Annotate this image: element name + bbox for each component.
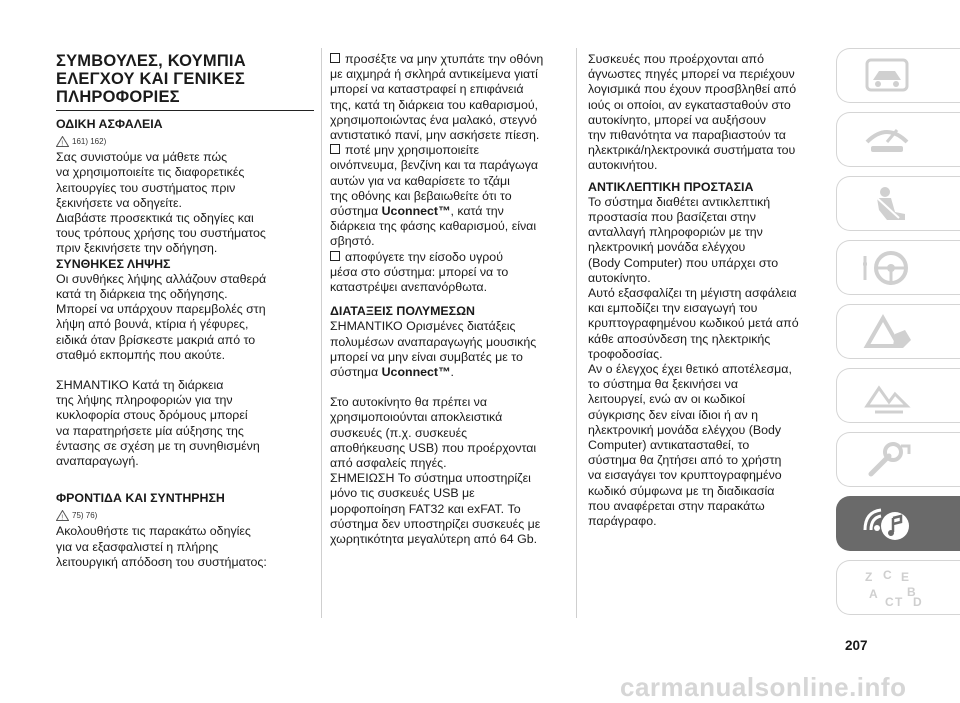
maintenance-icon: [861, 440, 917, 480]
text-line: κάθε αποσύνδεση της ηλεκτρικής: [588, 331, 771, 346]
multimedia-icon: [861, 504, 917, 544]
tab-index[interactable]: [836, 560, 960, 615]
text-line: την πιθανότητα να παραβιαστούν τα: [588, 128, 786, 143]
checkbox-bullet-icon: [330, 251, 340, 261]
text-line: προσέξτε να μην χτυπάτε την οθόνη: [345, 52, 544, 66]
warning-triangle-icon: [56, 510, 69, 521]
index-letter: E: [901, 570, 910, 584]
text-line: λειτουργίες του συστήματος πριν: [56, 180, 236, 195]
text-line: σβηστό.: [330, 234, 375, 249]
text-line: ηλεκτρικά/ηλεκτρονικά συστήματα του: [588, 143, 796, 158]
text-line: ιούς οι οποίοι, αν εγκατασταθούν στο: [588, 97, 791, 112]
text-line: τροφοδοσίας.: [588, 346, 663, 361]
text-line: κυκλοφορία στους δρόμους μπορεί: [56, 408, 248, 423]
text-line: καταστρέψει ανεπανόρθωτα.: [330, 280, 488, 295]
text-line: κωδικό σύμφωνα με τη διαδικασία: [588, 483, 775, 498]
uconnect-brand: Uconnect™: [381, 204, 451, 219]
text-line: αυτοκινήτου.: [588, 158, 658, 173]
antitheft-heading: ΑΝΤΙΚΛΕΠΤΙΚΗ ΠΡΟΣΤΑΣΙΑ: [588, 179, 754, 194]
text-line: χρησιμοποιώντας ένα μαλακό, στεγνό: [330, 112, 537, 127]
text-line: [330, 365, 570, 380]
text-line: Στο αυτοκίνητο θα πρέπει να: [330, 395, 487, 410]
bullet-item: [330, 52, 570, 67]
chapter-tabs: [836, 48, 960, 624]
text-line: πριν ξεκινήσετε την οδήγηση.: [56, 241, 218, 256]
chapter-title-line: ΣΥΜΒΟΥΛΕΣ, ΚΟΥΜΠΙΑ: [56, 52, 246, 70]
column-1: [56, 52, 318, 570]
text-line: τους τρόπους χρήσης του συστήματος: [56, 226, 266, 241]
care-heading: ΦΡΟΝΤΙΔΑ ΚΑΙ ΣΥΝΤΗΡΗΣΗ: [56, 491, 225, 506]
breakdown-icon: [861, 376, 917, 416]
svg-text:!: !: [61, 514, 64, 522]
text-line: ειδικά όταν βρίσκεστε μακριά από το: [56, 332, 256, 347]
seat-safety-icon: [861, 184, 917, 224]
chapter-divider: [56, 110, 314, 111]
text-line: από ασφαλείς πηγές.: [330, 456, 447, 471]
tab-seat-safety[interactable]: [836, 176, 960, 231]
text-line: για να εξασφαλιστεί η πλήρης: [56, 539, 219, 554]
tab-steering[interactable]: [836, 240, 960, 295]
warning-triangle-icon: [56, 136, 69, 147]
index-icon: [861, 568, 931, 608]
text-line: Συσκευές που προέρχονται από: [588, 52, 764, 66]
index-letter: C: [883, 568, 892, 582]
text-line: αυτοκίνητο, μπορεί να αυξήσουν: [588, 112, 766, 127]
text-line: Σας συνιστούμε να μάθετε πώς: [56, 150, 228, 165]
spacer: [56, 469, 318, 491]
text-line: και εμποδίζει την εισαγωγή του: [588, 301, 758, 316]
text-line: Computer) αντικατασταθεί, το: [588, 438, 750, 453]
text-line: άγνωστες πηγές μπορεί να περιέχουν: [588, 67, 795, 82]
warning-refs: [56, 509, 318, 522]
warning-ref-text: 75) 76): [72, 511, 98, 521]
text-line: ΣΗΜΑΝΤΙΚΟ Κατά τη διάρκεια: [56, 378, 224, 393]
text-line: ΣΗΜΑΝΤΙΚΟ Ορισμένες διατάξεις: [330, 319, 516, 334]
text-line: κρυπτογραφημένου κωδικού μετά από: [588, 316, 799, 331]
text-line: (Body Computer) που υπάρχει στο: [588, 255, 779, 270]
text-line: να εισαγάγει τον κρυπτογραφημένο: [588, 468, 782, 483]
svg-text:!: !: [61, 140, 64, 148]
text-line: μπορεί να μην είναι συμβατές με το: [330, 349, 523, 364]
column-divider: [321, 48, 322, 618]
tab-dashboard[interactable]: [836, 112, 960, 167]
text-line: χωρητικότητα μεγαλύτερη από 64 Gb.: [330, 532, 538, 547]
text-line: αυτοκίνητο.: [588, 270, 651, 285]
chapter-title-line: ΠΛΗΡΟΦΟΡΙΕΣ: [56, 88, 180, 106]
text-line: να παρατηρήσετε μία αύξησης της: [56, 423, 244, 438]
watermark: carmanualsonline.info: [620, 672, 907, 702]
text-fragment: , κατά την: [450, 204, 504, 219]
index-letter: B: [907, 585, 916, 599]
multimedia-heading: ΔΙΑΤΑΞΕΙΣ ΠΟΛΥΜΕΣΩΝ: [330, 304, 475, 319]
text-line: ποτέ μην χρησιμοποιείτε: [345, 143, 480, 158]
chapter-title-line: ΕΛΕΓΧΟΥ ΚΑΙ ΓΕΝΙΚΕΣ: [56, 70, 245, 88]
text-line: με αιχμηρά ή σκληρά αντικείμενα γιατί: [330, 67, 538, 82]
text-line: πολυμέσων αναπαραγωγής μουσικής: [330, 334, 537, 349]
spacer: [330, 295, 570, 304]
text-line: ηλεκτρονική μονάδα ελέγχου: [588, 240, 746, 255]
text-line: αναπαραγωγή.: [56, 454, 139, 469]
car-info-icon: [861, 56, 917, 96]
text-line: λήψη από βουνά, κτίρια ή γέφυρες,: [56, 317, 249, 332]
text-line: να χρησιμοποιείτε τις διαφορετικές: [56, 165, 245, 180]
dashboard-icon: [861, 120, 917, 160]
text-line: [330, 204, 570, 219]
page-number: 207: [845, 638, 868, 653]
text-line: παράγραφο.: [588, 514, 657, 529]
spacer: [330, 380, 570, 395]
text-fragment: σύστημα: [330, 365, 382, 380]
index-letter: D: [913, 595, 922, 608]
spacer: [56, 363, 318, 378]
text-line: Αν ο έλεγχος έχει θετικό αποτέλεσμα,: [588, 362, 792, 377]
text-line: της οθόνης και βεβαιωθείτε ότι το: [330, 188, 512, 203]
text-line: ηλεκτρονική μονάδα ελέγχου (Body: [588, 422, 782, 437]
warning-refs: [56, 135, 318, 148]
tab-breakdown[interactable]: [836, 368, 960, 423]
warning-ref-text: 161) 162): [72, 137, 107, 147]
text-line: μπορεί να καταστραφεί η επιφάνειά: [330, 82, 524, 97]
text-line: μόνο τις συσκευές USB με: [330, 486, 475, 501]
text-line: ΣΗΜΕΙΩΣΗ Το σύστημα υποστηρίζει: [330, 471, 531, 486]
text-line: Οι συνθήκες λήψης αλλάζουν σταθερά: [56, 271, 267, 286]
text-line: αποφύγετε την είσοδο υγρού: [345, 249, 503, 264]
text-line: ανταλλαγή πληροφοριών με την: [588, 225, 763, 240]
text-line: έντασης σε σχέση με τη συνηθισμένη: [56, 438, 260, 453]
text-fragment: σύστημα: [330, 204, 382, 219]
checkbox-bullet-icon: [330, 144, 340, 154]
text-line: Αυτό εξασφαλίζει τη μέγιστη ασφάλεια: [588, 286, 797, 301]
index-letter: C: [885, 595, 894, 608]
text-line: λειτουργική απόδοση του συστήματος:: [56, 554, 267, 569]
text-line: Ακολουθήστε τις παρακάτω οδηγίες: [56, 524, 251, 539]
uconnect-brand: Uconnect™: [381, 365, 451, 380]
text-line: Το σύστημα διαθέτει αντικλεπτική: [588, 194, 771, 209]
text-line: μέσα στο σύστημα: μπορεί να το: [330, 264, 509, 279]
reception-heading: ΣΥΝΘΗΚΕΣ ΛΗΨΗΣ: [56, 256, 171, 271]
text-line: που αναφέρεται στην παρακάτω: [588, 498, 765, 513]
index-letter: A: [869, 587, 878, 601]
text-line: το σύστημα θα ξεκινήσει να: [588, 377, 738, 392]
text-line: συσκευές (π.χ. συσκευές: [330, 425, 468, 440]
checkbox-bullet-icon: [330, 53, 340, 63]
text-line: μορφοποίηση FAT32 και exFAT. Το: [330, 501, 521, 516]
column-3: [588, 52, 820, 529]
column-2: [330, 52, 570, 547]
text-line: σύστημα δεν υποστηρίζει συσκευές με: [330, 516, 541, 531]
text-line: αντιστατικό πανί, μην ασκήσετε πίεση.: [330, 128, 540, 143]
text-line: οινόπνευμα, βενζίνη και τα παράγωγα: [330, 158, 539, 173]
text-line: σταθμό εκπομπής που ακούτε.: [56, 347, 226, 362]
text-line: λειτουργεί, ενώ αν οι κωδικοί: [588, 392, 746, 407]
text-line: ξεκινήσετε να οδηγείτε.: [56, 195, 182, 210]
chapter-title: [56, 52, 318, 106]
bullet-item: [330, 250, 570, 265]
text-line: Διαβάστε προσεκτικά τις οδηγίες και: [56, 211, 254, 226]
text-line: λογισμικά που έχουν προσβληθεί από: [588, 82, 797, 97]
tab-maintenance[interactable]: [836, 432, 960, 487]
index-letter: T: [895, 595, 903, 608]
text-line: αποθήκευσης USB) που προέρχονται: [330, 440, 537, 455]
tab-car-info[interactable]: [836, 48, 960, 103]
text-line: προστασία που βασίζεται στην: [588, 210, 756, 225]
steering-wheel-icon: [861, 248, 917, 288]
text-line: σύγκρισης δεν είναι ίδιοι ή αν η: [588, 407, 758, 422]
column-divider: [576, 48, 577, 618]
text-line: χρησιμοποιούνται αποκλειστικά: [330, 410, 503, 425]
tab-emergency[interactable]: [836, 304, 960, 359]
index-letter: Z: [865, 570, 873, 584]
text-line: κατά τη διάρκεια της οδήγησης.: [56, 287, 228, 302]
text-line: σύστημα θα ζητήσει από το χρήστη: [588, 453, 782, 468]
bullet-item: [330, 143, 570, 158]
text-line: της, κατά τη διάρκεια του καθαρισμού,: [330, 97, 539, 112]
text-line: της λήψης πληροφοριών για την: [56, 393, 233, 408]
text-line: διάρκεια της φάσης καθαρισμού, είναι: [330, 219, 537, 234]
tab-multimedia[interactable]: [836, 496, 960, 551]
warning-triangle-icon: [861, 312, 917, 352]
safe-driving-heading: ΟΔΙΚΗ ΑΣΦΑΛΕΙΑ: [56, 117, 163, 131]
text-line: Μπορεί να υπάρχουν παρεμβολές στη: [56, 302, 266, 317]
text-fragment: .: [450, 365, 454, 380]
text-line: αυτών για να καθαρίσετε το τζάμι: [330, 173, 510, 188]
